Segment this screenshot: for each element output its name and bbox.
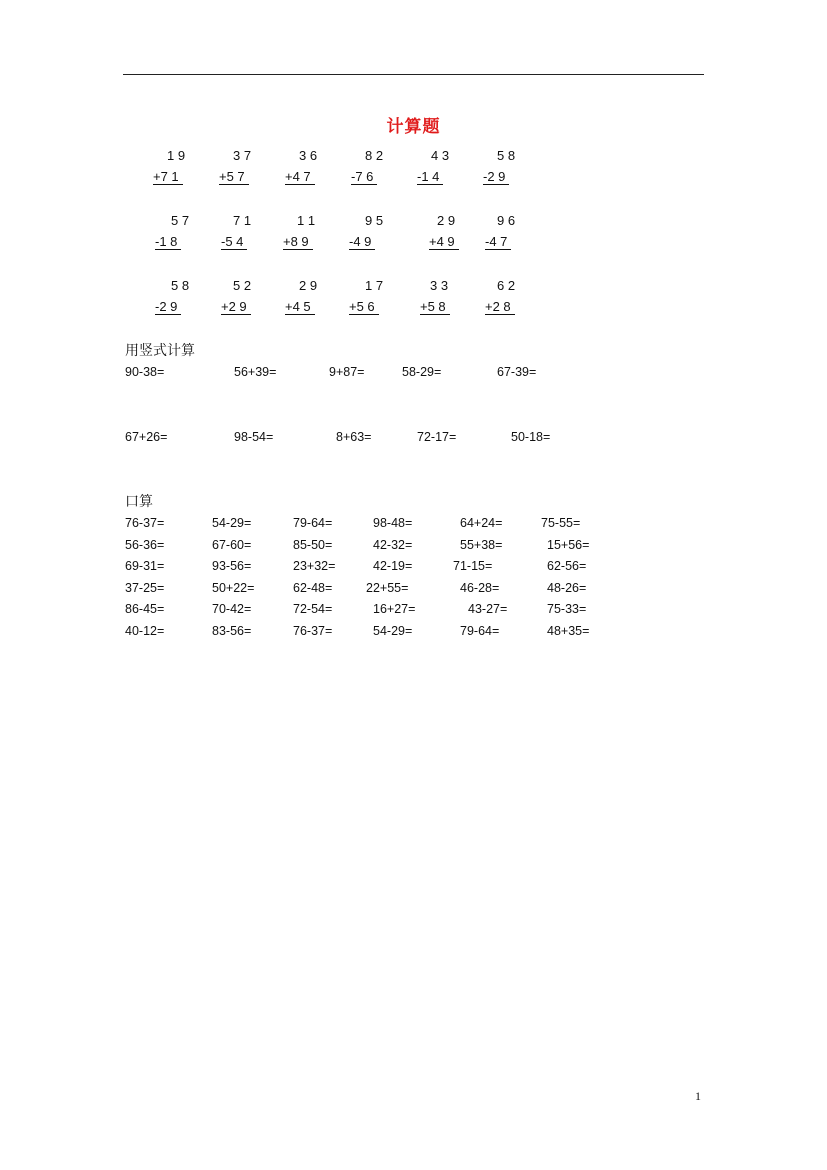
- oral-exercise: 72-54=: [293, 602, 333, 616]
- column-exercise: 72-17=: [417, 430, 457, 444]
- problem-top-number: 3 7: [233, 148, 252, 163]
- oral-exercise: 54-29=: [212, 516, 252, 530]
- oral-exercise: 69-31=: [125, 559, 165, 573]
- column-exercise: 9+87=: [329, 365, 365, 379]
- oral-exercise: 85-50=: [293, 537, 333, 552]
- vertical-problem: [349, 213, 425, 263]
- problem-top-number: 9 5: [365, 213, 384, 228]
- problem-bottom-number: +5 8: [420, 300, 450, 315]
- problem-bottom-number: +5 6: [349, 300, 379, 315]
- oral-exercise: 79-64=: [460, 623, 500, 638]
- problem-bottom-number: -7 6: [351, 170, 377, 185]
- problem-top-number: 8 2: [365, 148, 384, 163]
- oral-exercise: 76-37=: [125, 516, 165, 530]
- oral-exercise: 43-27=: [468, 602, 508, 616]
- vertical-problem: [349, 278, 425, 328]
- oral-section-label: 口算: [125, 494, 153, 510]
- problem-bottom-number: -1 8: [155, 235, 181, 250]
- column-exercise: 50-18=: [511, 430, 551, 444]
- oral-exercise: 42-32=: [373, 537, 413, 552]
- problem-top-number: 5 7: [171, 213, 190, 228]
- vertical-problem: [417, 148, 491, 198]
- problem-bottom-number: -2 9: [483, 170, 509, 185]
- problem-top-number: 2 9: [437, 213, 456, 228]
- oral-exercise: 76-37=: [293, 623, 333, 638]
- oral-exercise: 48+35=: [547, 623, 590, 638]
- oral-exercise: 54-29=: [373, 623, 413, 638]
- page-number: 1: [695, 1089, 701, 1103]
- problem-bottom-number: +4 5: [285, 300, 315, 315]
- oral-exercise: 50+22=: [212, 580, 255, 595]
- oral-exercise: 37-25=: [125, 580, 165, 595]
- oral-exercise: 83-56=: [212, 623, 252, 638]
- vertical-problem: [219, 148, 293, 198]
- vertical-problem: [485, 278, 557, 328]
- problem-top-number: 6 2: [497, 278, 516, 293]
- oral-exercise: 93-56=: [212, 559, 252, 573]
- vertical-problem: [485, 213, 557, 263]
- problem-top-number: 1 9: [167, 148, 186, 163]
- oral-exercise: 16+27=: [373, 602, 416, 616]
- column-exercise: 58-29=: [402, 365, 442, 379]
- problem-bottom-number: -2 9: [155, 300, 181, 315]
- oral-exercise: 56-36=: [125, 537, 165, 552]
- vertical-problem: [420, 278, 490, 328]
- problem-bottom-number: -4 7: [485, 235, 511, 250]
- oral-exercise: 64+24=: [460, 516, 503, 530]
- oral-exercise: 46-28=: [460, 580, 500, 595]
- oral-exercise: 86-45=: [125, 602, 165, 616]
- page-title: 计算题: [386, 117, 441, 137]
- oral-exercise: 67-60=: [212, 537, 252, 552]
- oral-exercise: 62-48=: [293, 580, 333, 595]
- oral-exercise: 48-26=: [547, 580, 587, 595]
- oral-exercise: 75-55=: [541, 516, 581, 530]
- problem-top-number: 9 6: [497, 213, 516, 228]
- problem-top-number: 1 1: [297, 213, 316, 228]
- oral-exercise: 55+38=: [460, 537, 503, 552]
- column-exercise: 90-38=: [125, 365, 165, 379]
- oral-exercise: 15+56=: [547, 537, 590, 552]
- problem-top-number: 3 6: [299, 148, 318, 163]
- oral-exercise: 42-19=: [373, 559, 413, 573]
- column-exercise: 67+26=: [125, 430, 168, 444]
- problem-bottom-number: -4 9: [349, 235, 375, 250]
- oral-exercise: 75-33=: [547, 602, 587, 616]
- problem-bottom-number: +4 7: [285, 170, 315, 185]
- problem-top-number: 4 3: [431, 148, 450, 163]
- vertical-problem: [153, 148, 227, 198]
- oral-exercise: 62-56=: [547, 559, 587, 573]
- oral-exercise: 70-42=: [212, 602, 252, 616]
- problem-bottom-number: +7 1: [153, 170, 183, 185]
- problem-top-number: 7 1: [233, 213, 252, 228]
- problem-top-number: 2 9: [299, 278, 318, 293]
- oral-exercise: 98-48=: [373, 516, 413, 530]
- problem-bottom-number: +2 9: [221, 300, 251, 315]
- problem-bottom-number: -5 4: [221, 235, 247, 250]
- problem-bottom-number: +8 9: [283, 235, 313, 250]
- column-exercise: 98-54=: [234, 430, 274, 444]
- problem-top-number: 1 7: [365, 278, 384, 293]
- vertical-problem: [221, 278, 293, 328]
- problem-top-number: 5 8: [171, 278, 190, 293]
- oral-exercise: 40-12=: [125, 623, 165, 638]
- column-exercise: 56+39=: [234, 365, 277, 379]
- header-rule: [123, 74, 704, 75]
- problem-top-number: 5 8: [497, 148, 516, 163]
- problem-top-number: 5 2: [233, 278, 252, 293]
- column-section-label: 用竖式计算: [125, 343, 195, 359]
- oral-exercise: 71-15=: [453, 559, 493, 573]
- vertical-problem: [285, 148, 359, 198]
- oral-exercise: 23+32=: [293, 559, 336, 573]
- vertical-problem: [351, 148, 425, 198]
- problem-top-number: 3 3: [430, 278, 449, 293]
- problem-bottom-number: +2 8: [485, 300, 515, 315]
- problem-bottom-number: +5 7: [219, 170, 249, 185]
- oral-exercise: 79-64=: [293, 516, 333, 530]
- problem-bottom-number: +4 9: [429, 235, 459, 250]
- column-exercise: 8+63=: [336, 430, 372, 444]
- vertical-problem: [483, 148, 557, 198]
- oral-exercise: 22+55=: [366, 580, 409, 595]
- problem-bottom-number: -1 4: [417, 170, 443, 185]
- vertical-problem: [283, 213, 357, 263]
- column-exercise: 67-39=: [497, 365, 537, 379]
